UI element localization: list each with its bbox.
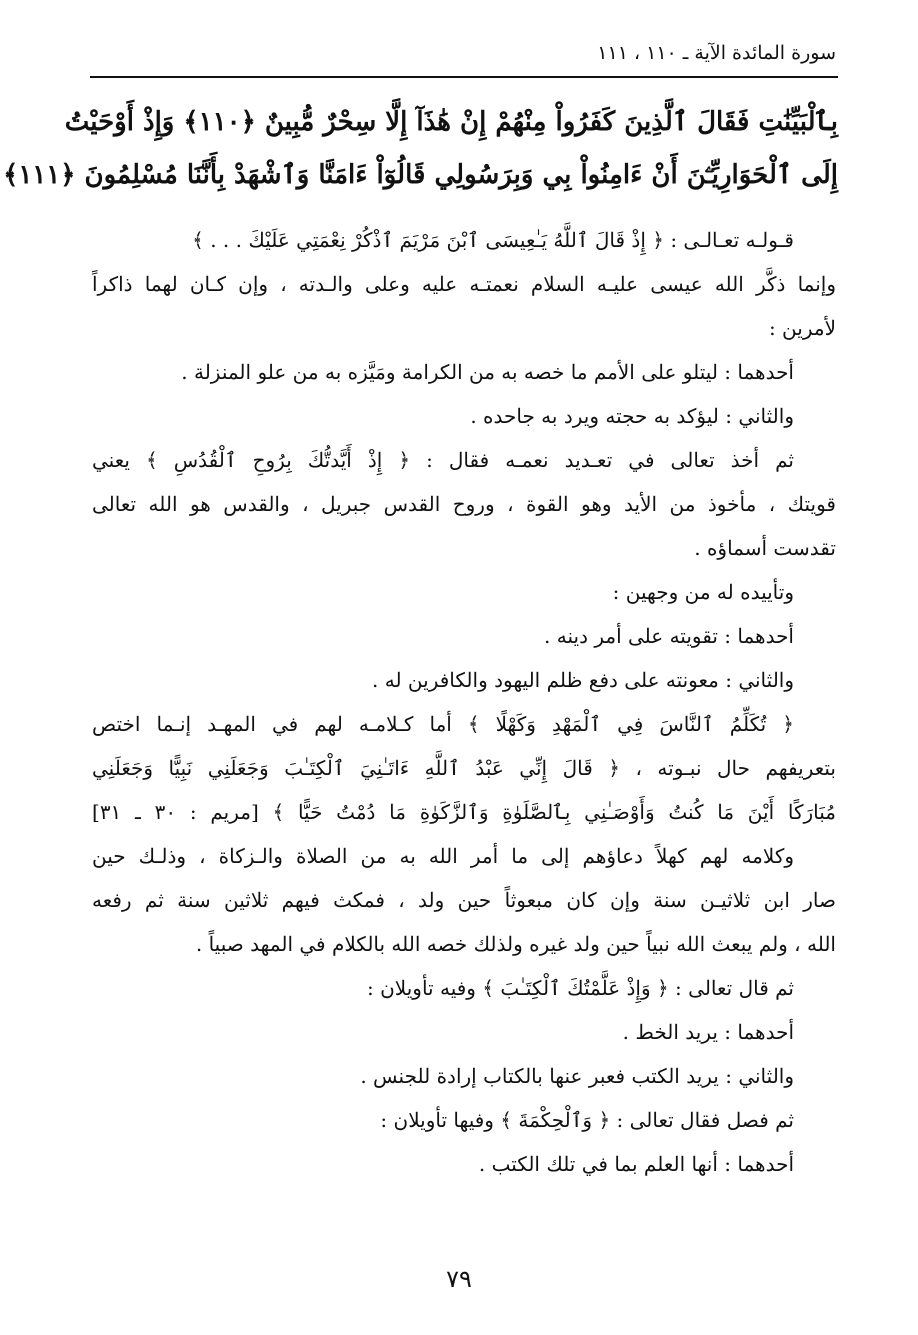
running-header: سورة المائدة الآية ـ ١١٠ ، ١١١ <box>597 42 836 64</box>
quran-verse-block <box>3 96 838 202</box>
commentary-line: والثاني : ليؤكد به حجته ويرد به جاحده . <box>470 404 794 428</box>
commentary-line: مُبَارَكًا أَيْنَ مَا كُنتُ وَأَوْصَـٰنِي بِٱلصَّلَوٰةِ وَٱلزَّكَوٰةِ مَا دُمْتُ حَيًّا ﴾ [مريم : ٣٠ ـ ٣١] <box>92 800 837 824</box>
commentary-line: بتعريفهم حال نبـوته ، ﴿ قَالَ إِنِّي عَبْدُ ٱللَّهِ ءَاتَـٰنِيَ ٱلْكِتَـٰبَ وَجَعَلَنِي نَبِيًّا وَجَعَلَنِي <box>92 756 836 780</box>
quran-line: بِٱلْبَيِّنَٰتِ فَقَالَ ٱلَّذِينَ كَفَرُواْ مِنْهُمْ إِنْ هَٰذَآ إِلَّا سِحْرٌ مُّبِينٌ ﴿١١٠﴾ وَإِذْ أَوْحَيْتُ <box>64 107 838 137</box>
commentary-line: ثم أخذ تعالى في تعـديد نعمـه فقال : ﴿ إِذْ أَيَّدتُّكَ بِرُوحِ ٱلْقُدُسِ ﴾ يعني <box>92 448 794 472</box>
commentary-text <box>92 218 836 1186</box>
commentary-line: الله ، ولم يبعث الله نبياً حين ولد غيره ولذلك خصه الله بالكلام في المهد صبياً . <box>195 932 836 956</box>
page-number: ٧٩ <box>446 1265 472 1293</box>
commentary-line: قويتك ، مأخوذ من الأيد وهو القوة ، وروح القدس جبريل ، والقدس هو الله تعالى <box>92 492 836 516</box>
commentary-line: أحدهما : أنها العلم بما في تلك الكتب . <box>478 1152 794 1176</box>
commentary-line: أحدهما : يريد الخط . <box>622 1020 794 1044</box>
commentary-line: والثاني : معونته على دفع ظلم اليهود والكافرين له . <box>372 668 794 692</box>
header-divider <box>90 76 838 78</box>
commentary-line: وكلامه لهم كهلاً دعاؤهم إلى ما أمر الله به من الصلاة والـزكاة ، وذلـك حين <box>92 844 794 868</box>
commentary-line: أحدهما : ليتلو على الأمم ما خصه به من الكرامة ومَيَّزه به من علو المنزلة . <box>181 360 794 384</box>
commentary-line: ثم فصل فقال تعالى : ﴿ وَٱلْحِكْمَةَ ﴾ وفيها تأويلان : <box>380 1108 794 1132</box>
commentary-line: ﴿ تُكَلِّمُ ٱلنَّاسَ فِي ٱلْمَهْدِ وَكَهْلًا ﴾ أما كـلامـه لهم في المهـد إنـما اختص <box>92 712 794 736</box>
commentary-line: أحدهما : تقويته على أمر دينه . <box>544 624 794 648</box>
commentary-line: صار ابن ثلاثيـن سنة وإن كان مبعوثاً حين ولد ، فمكث فيهم ثلاثين سنة ثم رفعه <box>92 888 836 912</box>
commentary-line: وتأييده له من وجهين : <box>612 580 794 604</box>
commentary-line: والثاني : يريد الكتب فعبر عنها بالكتاب إرادة للجنس . <box>360 1064 794 1088</box>
quran-line: إِلَى ٱلْحَوَارِيِّـۧنَ أَنْ ءَامِنُواْ بِي وَبِرَسُولِي قَالُوٓاْ ءَامَنَّا وَٱشْهَدْ بِأَنَّنَا مُسْلِمُونَ ﴿١١١﴾ <box>3 160 838 190</box>
commentary-line: ثم قال تعالى : ﴿ وَإِذْ عَلَّمْتُكَ ٱلْكِتَـٰبَ ﴾ وفيه تأويلان : <box>367 976 794 1000</box>
commentary-line: قـولـه تعـالـى : ﴿ إِذْ قَالَ ٱللَّهُ يَـٰعِيسَى ٱبْنَ مَرْيَمَ ٱذْكُرْ نِعْمَتِي عَلَيْكَ . . . ﴾ <box>192 228 794 252</box>
commentary-line: لأمرين : <box>768 316 836 340</box>
commentary-line: تقدست أسماؤه . <box>694 536 836 560</box>
commentary-line: وإنما ذكَّر الله عيسى عليـه السلام نعمتـه عليه وعلى والـدته ، وإن كـان لهما ذاكراً <box>92 272 836 296</box>
